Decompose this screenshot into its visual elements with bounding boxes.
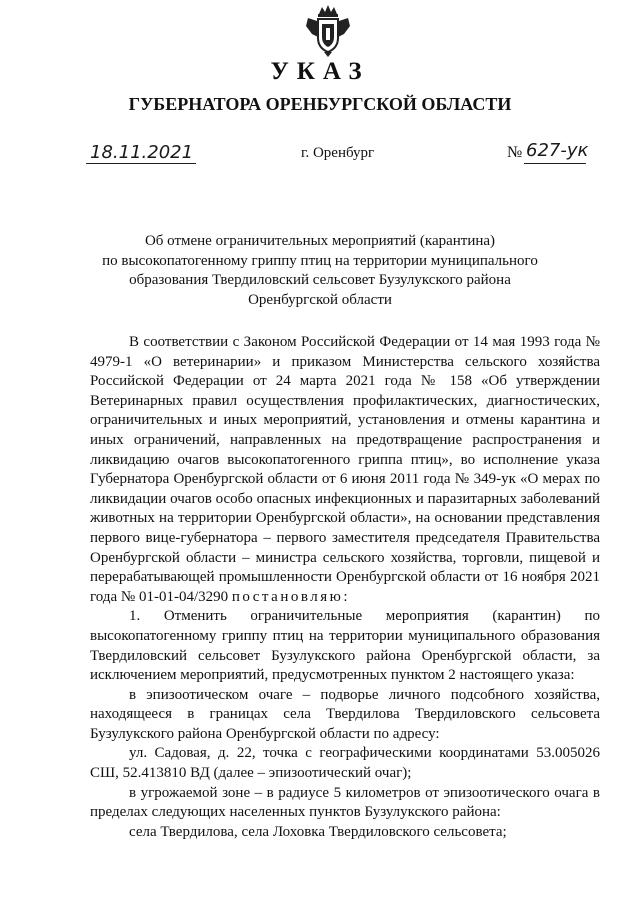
outbreak-paragraph: в эпизоотическом очаге – подворье личного подсобного хозяйства, находящееся в границах села Твердилова Твердиловского сельсовета Бузулукского района Оренбургской области по адресу: bbox=[90, 686, 600, 742]
title-line: Об отмене ограничительных мероприятий (карантина) bbox=[144, 233, 496, 249]
decree-city: г. Оренбург bbox=[301, 145, 375, 161]
title-line: образования Твердиловский сельсовет Бузулукского района bbox=[129, 272, 511, 288]
settlements-paragraph: села Твердилова, села Лоховка Твердиловского сельсовета; bbox=[129, 823, 507, 840]
coat-of-arms-icon bbox=[304, 4, 352, 58]
decree-title bbox=[100, 232, 540, 310]
clause-1-paragraph: 1. Отменить ограничительные мероприятия (карантин) по высокопатогенному гриппу птиц на территории муниципального образования Твердиловский сельсовет Бузулукского района Оренбургской области, за исключением мероприятий, предусмотренных пунктом 2 настоящего указа: bbox=[90, 608, 600, 684]
decree-body bbox=[90, 333, 600, 842]
number-sign: № bbox=[507, 144, 523, 161]
document-type-heading: УКАЗ bbox=[270, 58, 370, 85]
decree-date: 18.11.2021 bbox=[90, 142, 194, 163]
threat-zone-paragraph: в угрожаемой зоне – в радиусе 5 километров от эпизоотического очага в пределах следующих населенных пунктов Бузулукского района: bbox=[90, 784, 600, 821]
title-line: Оренбургской области bbox=[248, 291, 392, 308]
decree-number: 627-ук bbox=[526, 140, 589, 161]
resolving-word: постановляю: bbox=[231, 588, 350, 605]
number-underline bbox=[524, 163, 586, 164]
preamble-paragraph bbox=[90, 333, 600, 607]
preamble-text: В соответствии с Законом Российской Федерации от 14 мая 1993 года № 4979-1 «О ветеринарии» и приказом Министерства сельского хозяйства Российской Федерации от 24 марта 2021 года № 158 «Об утверждении Ветеринарных правил осуществления профилактических, диагностических, ограничительных и иных мероприятий, установления и отмены карантина и иных ограничений, направленных на предотвращение распространения и ликвидацию очагов высокопатогенного гриппа птиц», во исполнение указа Губернатора Оренбургской области от 6 июня 2011 года № 349-ук «О мерах по ликвидации очагов особо опасных инфекционных и паразитарных заболеваний животных на территории Оренбургской области», на основании представления первого вице-губернатора – первого заместителя председателя Правительства Оренбургской области – министра сельского хозяйства, торговли, пищевой и перерабатывающей промышленности Оренбургской области от 16 ноября 2021 года № 01-01-04/3290 bbox=[90, 334, 600, 605]
issuing-authority: ГУБЕРНАТОРА ОРЕНБУРГСКОЙ ОБЛАСТИ bbox=[128, 94, 512, 114]
date-underline bbox=[86, 163, 196, 164]
title-line: по высокопатогенному гриппу птиц на территории муниципального bbox=[102, 252, 538, 269]
address-paragraph: ул. Садовая, д. 22, точка с географическими координатами 53.005026 СШ, 52.413810 ВД (далее – эпизоотический очаг); bbox=[90, 745, 600, 782]
